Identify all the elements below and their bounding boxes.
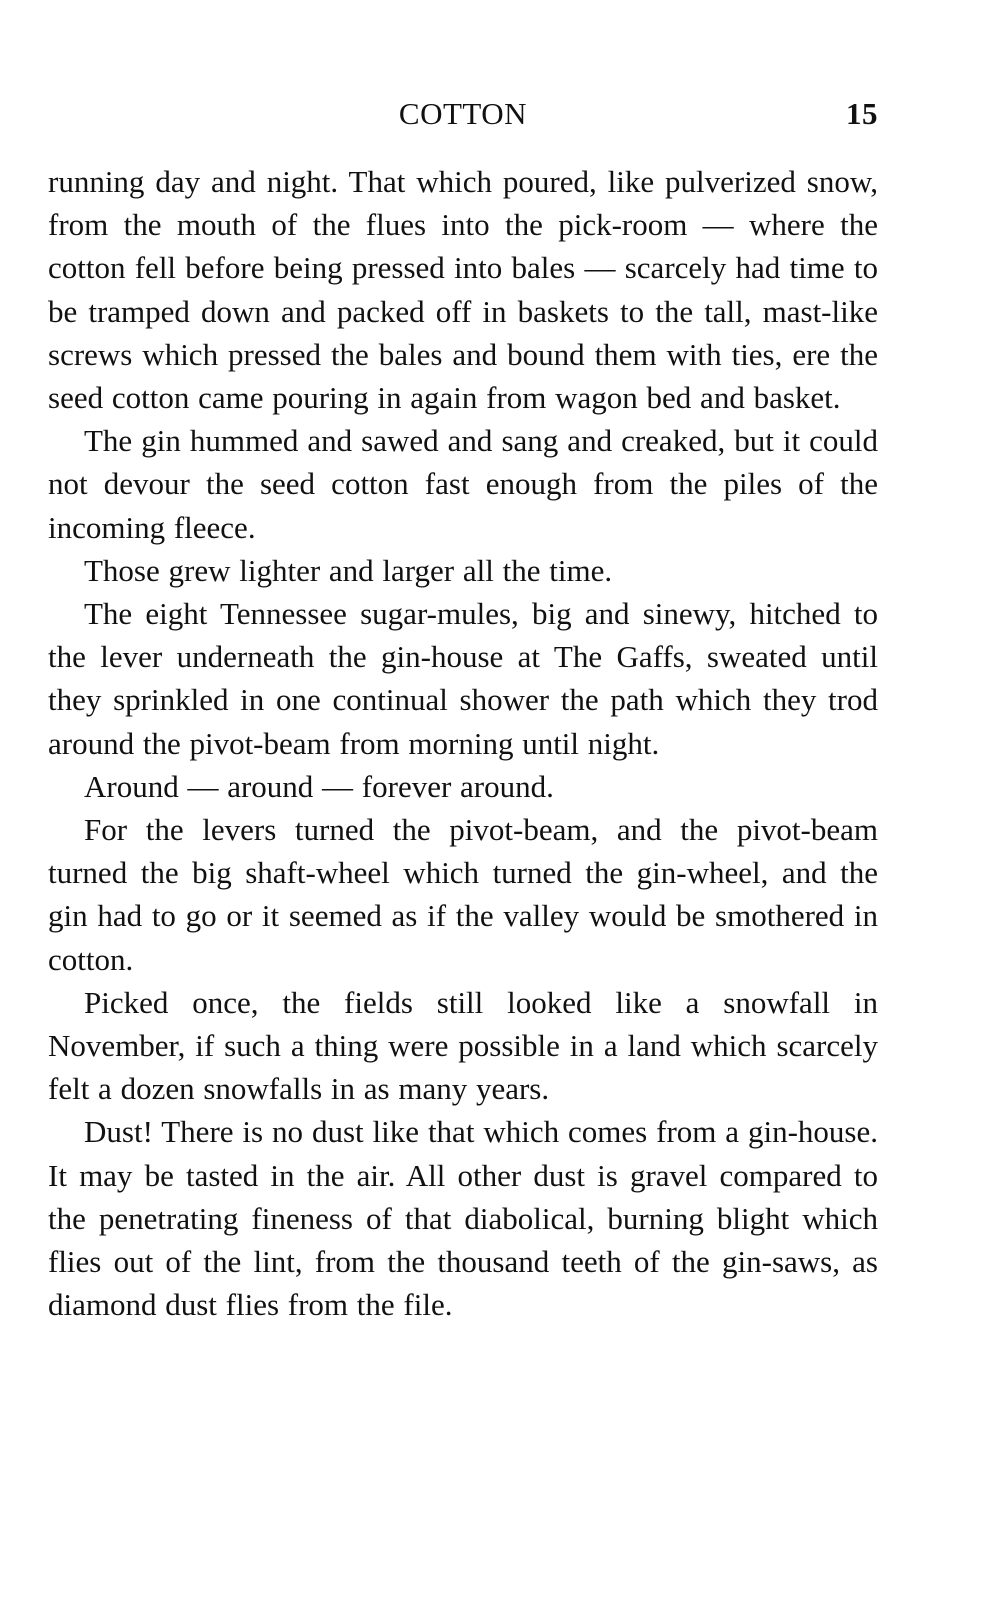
paragraph: The gin hummed and sawed and sang and creaked, but it could not devour the seed cotton fast enough from the piles of the incoming fleece. bbox=[48, 423, 878, 545]
page-header bbox=[48, 92, 878, 136]
paragraph: Picked once, the fields still looked like a snowfall in November, if such a thing were possible in a land which scarcely felt a dozen snowfalls in as many years. bbox=[48, 984, 878, 1107]
paragraph: Around — around — forever around. bbox=[84, 768, 554, 804]
paragraph: running day and night. That which poured, like pulverized snow, from the mouth of the flues into the pick-room — where the cotton fell before being pressed into bales — scarcely had time to be tramped down and packed off in baskets to the tall, mast-like screws which pressed the bales and bound them with ties, ere the seed cotton came pouring in again from wagon bed and basket. bbox=[48, 164, 878, 416]
paragraph: Those grew lighter and larger all the time. bbox=[84, 552, 613, 588]
page-number: 15 bbox=[846, 96, 878, 131]
running-head: COTTON bbox=[398, 96, 528, 131]
paragraph: Dust! There is no dust like that which comes from a gin-house. It may be tasted in the air. All other dust is gravel compared to the penetrating fineness of that diabolical, burning blight which flies out of the lint, from the thousand teeth of the gin-saws, as diamond dust flies from the file. bbox=[48, 1114, 878, 1323]
paragraph: For the levers turned the pivot-beam, and the pivot-beam turned the big shaft-wheel which turned the gin-wheel, and the gin had to go or it seemed as if the valley would be smothered in cotton. bbox=[48, 812, 878, 977]
paragraph: The eight Tennessee sugar-mules, big and sinewy, hitched to the lever underneath the gin-house at The Gaffs, sweated until they sprinkled in one continual shower the path which they trod around the pivot-beam from morning until night. bbox=[48, 596, 878, 761]
body-text bbox=[48, 160, 878, 1326]
